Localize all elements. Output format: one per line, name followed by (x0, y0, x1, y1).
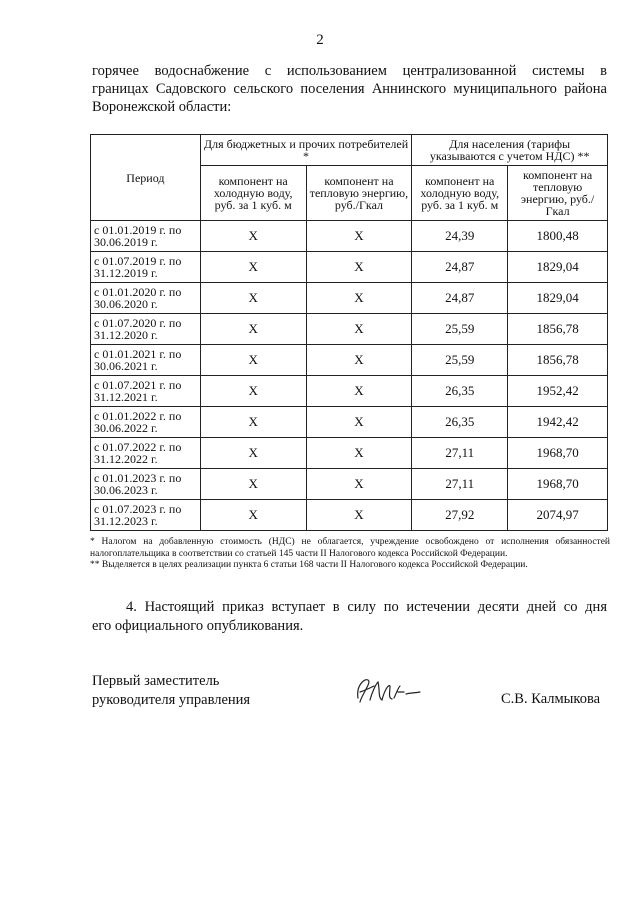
population-cold-cell: 24,87 (412, 283, 508, 314)
clause-4 (92, 598, 607, 636)
population-cold-cell: 27,11 (412, 438, 508, 469)
period-cell: с 01.07.2023 г. по 31.12.2023 г. (91, 500, 201, 531)
header-budget-cold-water: компонент на холодную воду, руб. за 1 куб. м (200, 166, 306, 221)
period-cell: с 01.01.2020 г. по 30.06.2020 г. (91, 283, 201, 314)
footnotes (90, 537, 610, 572)
population-heat-cell: 1952,42 (508, 376, 608, 407)
table-row (91, 345, 608, 376)
intro-line-3: Воронежской области: (92, 99, 232, 115)
table-row (91, 314, 608, 345)
table-row (91, 252, 608, 283)
header-period: Период (91, 135, 201, 221)
population-cold-cell: 27,92 (412, 500, 508, 531)
budget-cold-cell: Х (200, 407, 306, 438)
population-heat-cell: 1968,70 (508, 469, 608, 500)
signatory-title-line-2: руководителя управления (92, 692, 251, 708)
population-heat-cell: 1968,70 (508, 438, 608, 469)
signatory-title (92, 672, 250, 710)
budget-heat-cell: Х (306, 500, 412, 531)
period-cell: с 01.01.2019 г. по 30.06.2019 г. (91, 221, 201, 252)
population-cold-cell: 24,87 (412, 252, 508, 283)
budget-heat-cell: Х (306, 221, 412, 252)
table-row (91, 469, 608, 500)
population-heat-cell: 1800,48 (508, 221, 608, 252)
budget-heat-cell: Х (306, 252, 412, 283)
table-row (91, 407, 608, 438)
tariff-table (90, 134, 608, 531)
population-heat-cell: 1942,42 (508, 407, 608, 438)
table-row (91, 221, 608, 252)
budget-heat-cell: Х (306, 345, 412, 376)
intro-line-2: границах Садовского сельского поселения Аннинского муниципального района (92, 81, 607, 97)
population-cold-cell: 27,11 (412, 469, 508, 500)
budget-cold-cell: Х (200, 376, 306, 407)
budget-cold-cell: Х (200, 252, 306, 283)
header-population: Для населения (тарифы указываются с учетом НДС) ** (412, 135, 608, 166)
budget-heat-cell: Х (306, 376, 412, 407)
intro-line-1: горячее водоснабжение с использованием централизованной системы в (92, 63, 607, 79)
period-cell: с 01.07.2022 г. по 31.12.2022 г. (91, 438, 201, 469)
page-number: 2 (316, 32, 324, 48)
population-heat-cell: 2074,97 (508, 500, 608, 531)
clause-line-2: его официального опубликования. (92, 618, 304, 634)
budget-cold-cell: Х (200, 314, 306, 345)
period-cell: с 01.07.2021 г. по 31.12.2021 г. (91, 376, 201, 407)
table-row (91, 283, 608, 314)
budget-cold-cell: Х (200, 438, 306, 469)
table-row (91, 376, 608, 407)
population-heat-cell: 1856,78 (508, 345, 608, 376)
clause-line-1: 4. Настоящий приказ вступает в силу по истечении десяти дней со дня (126, 599, 607, 615)
header-population-cold-water: компонент на холодную воду, руб. за 1 куб. м (412, 166, 508, 221)
handwritten-signature (352, 672, 422, 708)
budget-heat-cell: Х (306, 283, 412, 314)
header-budget-consumers: Для бюджетных и прочих потребителей * (200, 135, 412, 166)
population-cold-cell: 24,39 (412, 221, 508, 252)
intro-paragraph (92, 62, 607, 116)
population-cold-cell: 26,35 (412, 376, 508, 407)
budget-cold-cell: Х (200, 500, 306, 531)
period-cell: с 01.01.2023 г. по 30.06.2023 г. (91, 469, 201, 500)
budget-cold-cell: Х (200, 283, 306, 314)
budget-cold-cell: Х (200, 221, 306, 252)
population-heat-cell: 1829,04 (508, 283, 608, 314)
budget-heat-cell: Х (306, 407, 412, 438)
population-cold-cell: 26,35 (412, 407, 508, 438)
footnote-vat-exempt: * Налогом на добавленную стоимость (НДС) не облагается, учреждение освобождено от исполнения обязанностей налогоплательщика в соответствии со статьей 145 части II Налогового кодекса Российской Федерации. (90, 537, 610, 559)
signatory-name: С.В. Калмыкова (501, 691, 601, 707)
population-cold-cell: 25,59 (412, 345, 508, 376)
population-heat-cell: 1829,04 (508, 252, 608, 283)
signatory-title-line-1: Первый заместитель (92, 673, 220, 689)
population-heat-cell: 1856,78 (508, 314, 608, 345)
population-cold-cell: 25,59 (412, 314, 508, 345)
header-budget-heat-energy: компонент на тепловую энергию, руб./Гкал (306, 166, 412, 221)
table-row (91, 500, 608, 531)
budget-heat-cell: Х (306, 438, 412, 469)
budget-cold-cell: Х (200, 345, 306, 376)
footnote-vat-allocated: ** Выделяется в целях реализации пункта 6 статьи 168 части II Налогового кодекса Российской Федерации. (90, 560, 528, 570)
period-cell: с 01.01.2021 г. по 30.06.2021 г. (91, 345, 201, 376)
header-population-heat-energy: компонент на тепловую энергию, руб./Гкал (508, 166, 608, 221)
budget-cold-cell: Х (200, 469, 306, 500)
table-row (91, 438, 608, 469)
period-cell: с 01.07.2020 г. по 31.12.2020 г. (91, 314, 201, 345)
budget-heat-cell: Х (306, 469, 412, 500)
period-cell: с 01.07.2019 г. по 31.12.2019 г. (91, 252, 201, 283)
period-cell: с 01.01.2022 г. по 30.06.2022 г. (91, 407, 201, 438)
budget-heat-cell: Х (306, 314, 412, 345)
